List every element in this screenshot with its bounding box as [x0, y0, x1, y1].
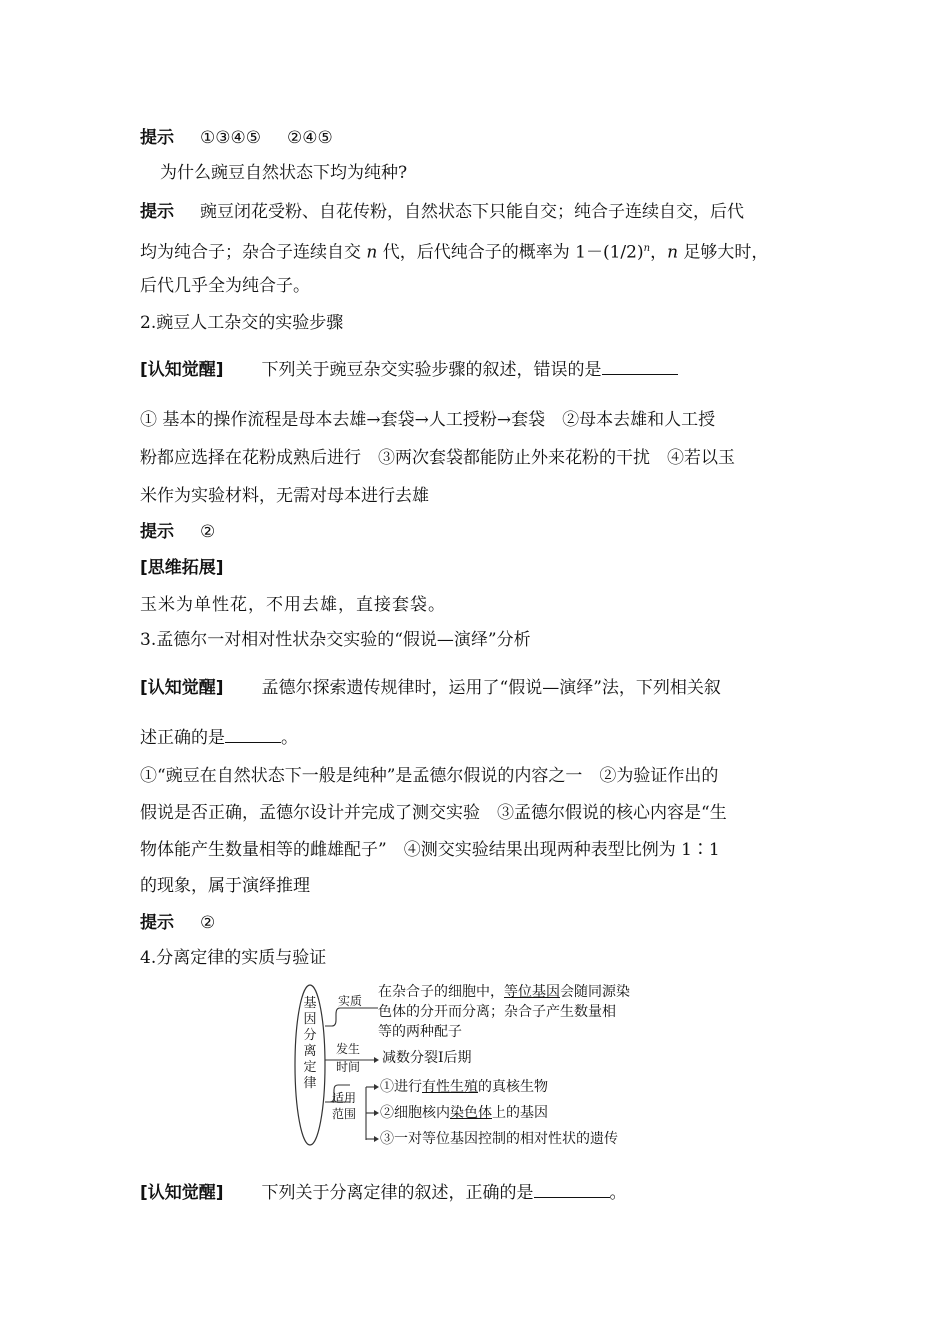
tag-awareness: [认知觉醒] — [140, 678, 224, 698]
question-4: [认知觉醒] 下列关于分离定律的叙述，正确的是 。 — [140, 1183, 627, 1203]
scope-item-3: ③一对等位基因控制的相对性状的遗传 — [380, 1131, 618, 1147]
option-line-1: ① 基本的操作流程是母本去雄→套袋→人工授粉→套袋 ②母本去雄和人工授 — [140, 410, 716, 430]
hint-label: 提示 — [140, 128, 174, 148]
section-heading-4: 4.分离定律的实质与验证 — [140, 948, 327, 968]
question-3-line-2: 述正确的是 。 — [140, 728, 298, 748]
answer-blank[interactable] — [534, 1181, 610, 1198]
option3-line-3: 物体能产生数量相等的雌雄配子” ④测交实验结果出现两种表型比例为 1∶1 — [140, 840, 720, 860]
essence-line-2: 色体的分开而分离；杂合子产生数量相 — [378, 1004, 616, 1020]
answer-blank[interactable] — [602, 358, 678, 375]
branch-label-time-1: 发生 — [336, 1042, 361, 1056]
option3-line-4: 的现象，属于演绎推理 — [140, 876, 310, 896]
question-3: [认知觉醒] 孟德尔探索遗传规律时，运用了“假说—演绎”法，下列相关叙 — [140, 678, 721, 698]
branch-label-scope-1: 适用 — [332, 1091, 357, 1105]
hint-paragraph-line-1: 提示 豌豆闭花受粉、自花传粉，自然状态下只能自交；纯合子连续自交，后代 — [140, 202, 744, 222]
essence-line-1: 在杂合子的细胞中，等位基因会随同源染 — [378, 984, 630, 1000]
hint-line-1 — [140, 126, 333, 150]
tag-awareness: [认知觉醒] — [140, 1183, 224, 1203]
branch-label-scope-2: 范围 — [332, 1107, 357, 1121]
essence-line-3: 等的两种配子 — [378, 1024, 462, 1040]
time-text: 减数分裂Ⅰ后期 — [382, 1050, 472, 1066]
hint-answer: ①③④⑤ — [200, 128, 261, 148]
branch-label-time-2: 时间 — [336, 1060, 361, 1074]
hint-answer-2-line: 提示 ② — [140, 522, 216, 542]
hint-label: 提示 — [140, 202, 174, 222]
branch-label-essence: 实质 — [338, 994, 363, 1008]
hint-paragraph-line-3: 后代几乎全为纯合子。 — [140, 276, 310, 296]
hint-paragraph-line-2: 均为纯合子；杂合子连续自交 n 代，后代纯合子的概率为 $1-(1/2)^n$，n 足够大时， — [140, 242, 769, 263]
question-text: 为什么豌豆自然状态下均为纯种? — [160, 163, 408, 183]
scope-item-1: ①进行有性生殖的真核生物 — [380, 1079, 548, 1095]
option-line-3: 米作为实验材料，无需对母本进行去雄 — [140, 486, 429, 506]
tag-extension: [思维拓展] — [140, 558, 224, 578]
diagram-root: 基因分离定律 — [303, 996, 317, 1091]
section-heading-2: 2.豌豆人工杂交的实验步骤 — [140, 313, 344, 333]
section-heading-3: 3.孟德尔一对相对性状杂交实验的“假说—演绎”分析 — [140, 630, 531, 650]
concept-diagram — [290, 980, 670, 1155]
option-line-2: 粉都应选择在花粉成熟后进行 ③两次套袋都能防止外来花粉的干扰 ④若以玉 — [140, 448, 735, 468]
scope-item-2: ②细胞核内染色体上的基因 — [380, 1105, 548, 1121]
tag-awareness: [认知觉醒] — [140, 360, 224, 380]
question-2: [认知觉醒] 下列关于豌豆杂交实验步骤的叙述，错误的是 — [140, 358, 678, 382]
hint-answer-2: ②④⑤ — [286, 128, 333, 148]
extension-text: 玉米为单性花，不用去雄，直接套袋。 — [140, 595, 446, 615]
option3-line-1: ①“豌豆在自然状态下一般是纯种”是孟德尔假说的内容之一 ②为验证作出的 — [140, 766, 719, 786]
answer-blank[interactable] — [225, 726, 281, 743]
option3-line-2: 假说是否正确，孟德尔设计并完成了测交实验 ③孟德尔假说的核心内容是“生 — [140, 803, 727, 823]
hint-answer-3-line: 提示 ② — [140, 913, 216, 933]
